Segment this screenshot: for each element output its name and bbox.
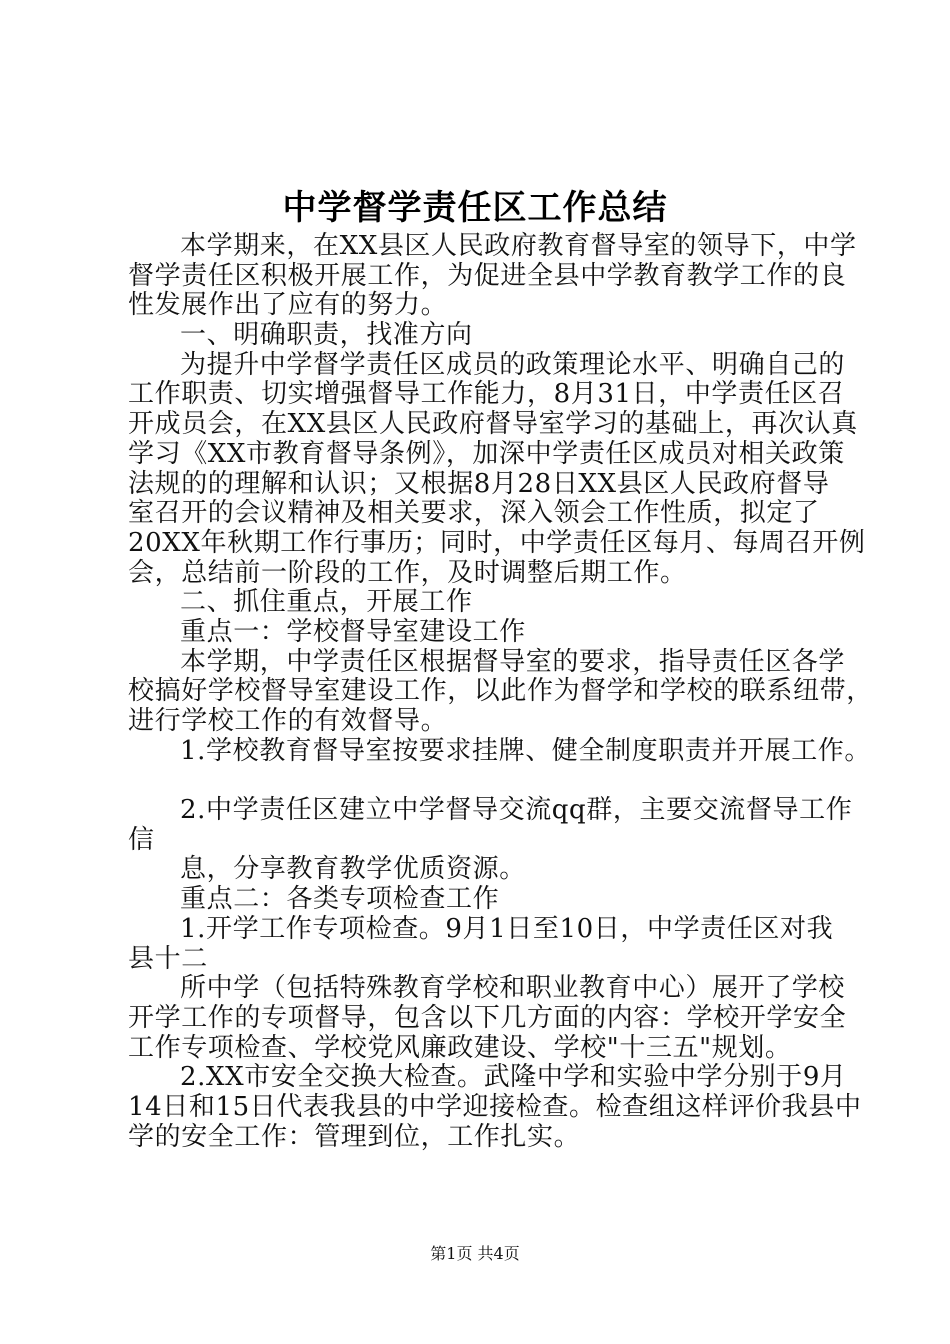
- paragraph-line: 校搞好学校督导室建设工作，以此作为督学和学校的联系纽带，: [128, 676, 873, 707]
- paragraph-line: 工作职责、切实增强督导工作能力，8月31日，中学责任区召: [128, 379, 845, 410]
- list-item-line: 2.中学责任区建立中学督导交流qq群，主要交流督导工作: [180, 795, 853, 826]
- paragraph-line: 督学责任区积极开展工作，为促进全县中学教育教学工作的良: [128, 260, 847, 291]
- paragraph-line: 息，分享教育教学优质资源。: [180, 854, 526, 885]
- paragraph-line: 学的安全工作：管理到位，工作扎实。: [128, 1121, 581, 1152]
- paragraph-line: 本学期来，在XX县区人民政府教育督导室的领导下，中学: [180, 231, 857, 261]
- paragraph-line: 会，总结前一阶段的工作，及时调整后期工作。: [128, 557, 687, 588]
- paragraph-line: 为提升中学督学责任区成员的政策理论水平、明确自己的: [180, 349, 846, 380]
- paragraph-line: 室召开的会议精神及相关要求，深入领会工作性质，拟定了: [128, 498, 820, 529]
- subsection-heading: 重点一：学校督导室建设工作: [180, 616, 526, 647]
- section-heading: 一、明确职责，找准方向: [180, 320, 473, 351]
- list-item-line: 1.学校教育督导室按要求挂牌、健全制度职责并开展工作。: [180, 735, 872, 766]
- section-heading: 二、抓住重点，开展工作: [180, 587, 473, 618]
- page-number-footer: 第1页 共4页: [430, 1244, 520, 1263]
- paragraph-line: 开学工作的专项督导，包含以下几方面的内容：学校开学安全: [128, 1002, 847, 1033]
- paragraph-line: 14日和15日代表我县的中学迎接检查。检查组这样评价我县中: [128, 1091, 862, 1122]
- blank-line: [128, 766, 834, 796]
- paragraph-line: 信: [128, 824, 155, 855]
- paragraph-line: 开成员会，在XX县区人民政府督导室学习的基础上，再次认真: [128, 409, 858, 440]
- paragraph-line: 性发展作出了应有的努力。: [128, 290, 448, 321]
- paragraph-line: 本学期，中学责任区根据督导室的要求，指导责任区各学: [180, 646, 846, 677]
- paragraph-line: 所中学（包括特殊教育学校和职业教育中心）展开了学校: [180, 973, 846, 1004]
- paragraph-line: 进行学校工作的有效督导。: [128, 706, 448, 736]
- paragraph-line: 法规的的理解和认识；又根据8月28日XX县区人民政府督导: [128, 468, 830, 499]
- document-body: [128, 231, 873, 1152]
- document-title: 中学督学责任区工作总结: [282, 188, 668, 228]
- paragraph-line: 20XX年秋期工作行事历；同时，中学责任区每月、每周召开例: [128, 527, 866, 558]
- list-item-line: 2.XX市安全交换大检查。武隆中学和实验中学分别于9月: [180, 1062, 847, 1093]
- list-item-line: 1.开学工作专项检查。9月1日至10日，中学责任区对我: [180, 913, 834, 944]
- paragraph-line: 学习《XX市教育督导条例》，加深中学责任区成员对相关政策: [128, 438, 845, 469]
- paragraph-line: 工作专项检查、学校党风廉政建设、学校"十三五"规划。: [128, 1032, 792, 1063]
- paragraph-line: 县十二: [128, 943, 208, 974]
- subsection-heading: 重点二：各类专项检查工作: [180, 884, 500, 915]
